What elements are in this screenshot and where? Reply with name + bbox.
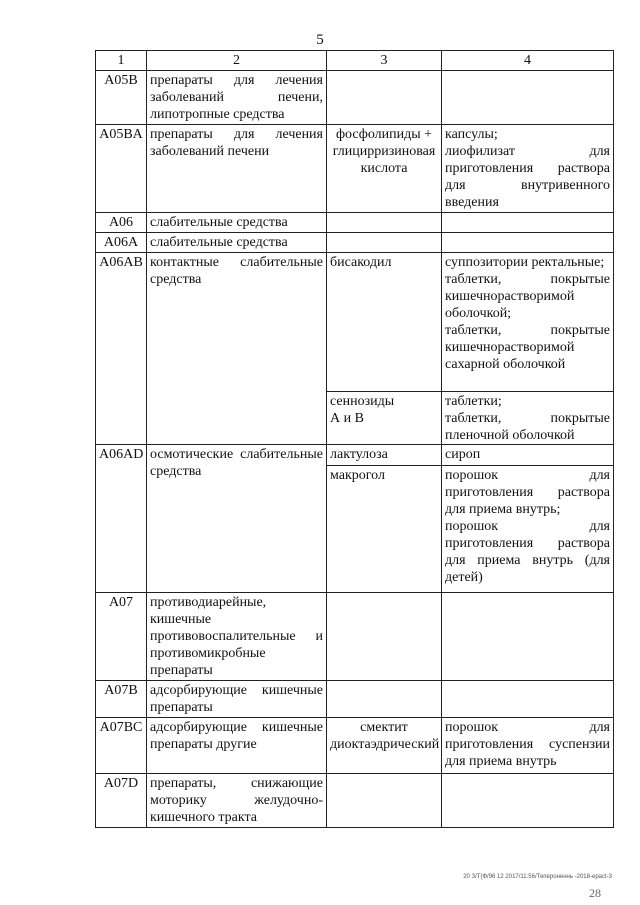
page-number: 5 <box>316 32 324 48</box>
row-name: препараты, снижающие моторику желудочно-кишечного тракта <box>147 774 327 828</box>
table-row <box>96 71 614 125</box>
row-name: слабительные средства <box>147 213 327 233</box>
row-name: препараты для лечения заболеваний печени, липотропные средства <box>147 71 327 125</box>
row-substance <box>327 233 442 253</box>
header-col-1: 1 <box>96 51 147 71</box>
row-substance-2: сеннозиды А и В <box>327 391 441 444</box>
row-substance: лактулоза <box>330 447 388 462</box>
row-code: A07BC <box>96 718 147 774</box>
row-code: A07 <box>96 593 147 681</box>
row-code: A07B <box>96 681 147 718</box>
table-row <box>96 718 614 774</box>
row-substance <box>327 71 442 125</box>
row-form <box>442 233 614 253</box>
table-row <box>96 774 614 828</box>
row-code: A07D <box>96 774 147 828</box>
header-col-4: 4 <box>442 51 614 71</box>
row-code: A05BA <box>96 125 147 213</box>
row-code: A05B <box>96 71 147 125</box>
row-substance <box>327 774 442 828</box>
row-name: адсорбирующие кишечные препараты <box>147 681 327 718</box>
header-col-3: 3 <box>327 51 442 71</box>
row-substance-2: макрогол <box>327 465 441 592</box>
table-row <box>96 445 614 593</box>
row-name: препараты для лечения заболеваний печени <box>147 125 327 213</box>
row-substance: бисакодил <box>330 255 392 270</box>
table-row <box>96 233 614 253</box>
table-header-row <box>96 51 614 71</box>
row-form: сироп <box>445 447 481 462</box>
row-form-2: таблетки; таблетки, покрытые пленочной оболочкой <box>442 391 613 444</box>
row-substance <box>327 213 442 233</box>
row-form-2: порошок для приготовления раствора для приема внутрь; порошок для приготовления раствора для приема внутрь (для детей) <box>442 465 613 592</box>
row-name: противодиарейные, кишечные противовоспалительные и противомикробные препараты <box>147 593 327 681</box>
drug-table <box>95 50 614 828</box>
row-substance-group <box>327 445 442 593</box>
row-substance: фосфолипиды + глицирризиновая кислота <box>327 125 442 213</box>
table-row <box>96 681 614 718</box>
row-code: A06 <box>96 213 147 233</box>
row-form <box>442 774 614 828</box>
row-form <box>442 71 614 125</box>
row-code: A06A <box>96 233 147 253</box>
row-code: A06AD <box>96 445 147 593</box>
row-name: контактные слабительные средства <box>147 253 327 445</box>
row-substance: смектит диоктаэдрический <box>327 718 442 774</box>
row-form-group <box>442 445 614 593</box>
row-form <box>442 213 614 233</box>
row-substance-group <box>327 253 442 445</box>
table-row <box>96 593 614 681</box>
table-row <box>96 253 614 445</box>
row-form: порошок для приготовления суспензии для приема внутрь <box>442 718 614 774</box>
row-code: A06AB <box>96 253 147 445</box>
footer-stamp: 20 З/Т(Ф/96 12 2017/11:56/Тепероненнь -2018-ерасt-3 <box>463 874 612 880</box>
row-substance <box>327 593 442 681</box>
row-form-group <box>442 253 614 445</box>
footer-page-mark: 28 <box>589 886 601 900</box>
header-col-2: 2 <box>147 51 327 71</box>
table-row <box>96 213 614 233</box>
table-row <box>96 125 614 213</box>
row-name: адсорбирующие кишечные препараты другие <box>147 718 327 774</box>
row-substance <box>327 681 442 718</box>
row-name: слабительные средства <box>147 233 327 253</box>
row-form: суппозитории ректальные; таблетки, покрытые кишечнорастворимой оболочкой; таблетки, покрытые кишечнорастворимой сахарной оболочкой <box>445 255 610 372</box>
row-form: капсулы; лиофилизат для приготовления раствора для внутривенного введения <box>442 125 614 213</box>
row-form <box>442 681 614 718</box>
row-form <box>442 593 614 681</box>
row-name: осмотические слабительные средства <box>147 445 327 593</box>
